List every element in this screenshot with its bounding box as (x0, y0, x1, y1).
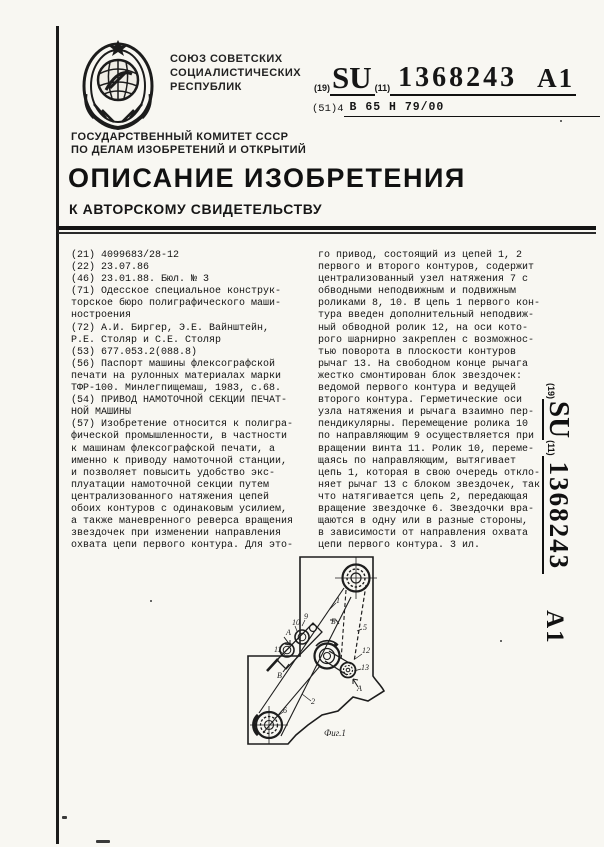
vertical-publication-number (542, 383, 598, 713)
text-line: ГОСУДАРСТВЕННЫЙ КОМИТЕТ СССР (71, 131, 289, 143)
text-line: звездочек при изменении направления (71, 528, 282, 540)
scan-speck (560, 120, 562, 122)
bibliography-and-abstract-left-column (71, 250, 307, 552)
figure-label: 12 (362, 646, 370, 655)
text-line: ПО ДЕЛАМ ИЗОБРЕТЕНИЙ И ОТКРЫТИЙ (71, 144, 307, 156)
text-line: централизованного натяжения цепей (71, 491, 270, 503)
kind-code: A1 (537, 63, 575, 93)
figure-label: А (357, 684, 362, 693)
kind-code: A1 (541, 610, 568, 645)
figure-label: А (286, 628, 291, 637)
text-line: тура введен дополнительный неподвиж- (318, 310, 535, 322)
text-line: ТФР-100. Минлегпищемаш, 1983, с.68. (71, 383, 282, 395)
text-line: РЕСПУБЛИК (170, 81, 242, 93)
text-line: печати на рулонных материалах марки (71, 370, 282, 382)
document-title: ОПИСАНИЕ ИЗОБРЕТЕНИЯ (68, 163, 466, 193)
figure-label: 1 (336, 596, 340, 605)
text-line: ведомой первого контура и ведущей (318, 383, 517, 395)
text-line: щаясь по направляющим, вытягивает (318, 455, 517, 467)
figure-label: 6 (283, 706, 287, 715)
code-11-label: (11) (374, 83, 391, 93)
text-line: (57) Изобретение относится к полигра- (71, 419, 294, 431)
text-line: тью поворота в плоскости контуров (318, 346, 517, 358)
text-line: (72) А.И. Биргер, Э.Е. Вайнштейн, (71, 322, 270, 334)
country-name-block (170, 52, 301, 94)
text-line: обводными неподвижным и подвижным (318, 286, 517, 298)
committee-block (71, 131, 306, 157)
ipc-label: (51)4 (312, 103, 344, 115)
figure-caption: Фиг.1 (324, 728, 346, 738)
text-line: а также маневренного реверса вращения (71, 516, 294, 528)
text-line: (46) 23.01.88. Бюл. № 3 (71, 274, 210, 286)
ipc-classification-row (312, 101, 600, 117)
scan-left-border (56, 26, 59, 844)
text-line: узла натяжения и рычага взаимно пер- (318, 407, 535, 419)
lever-sprocket (341, 663, 356, 678)
doc-number: 1368243 (398, 62, 518, 93)
text-line: роликами 8, 10. В цепь 1 первого кон- (318, 298, 541, 310)
text-line: и позволяет повысить удобство экс- (71, 467, 276, 479)
scan-speck (96, 840, 110, 843)
figure-label: 9 (304, 612, 308, 621)
figure-label: В (277, 671, 282, 680)
figure-label: 10 (292, 618, 300, 627)
text-line: (54) ПРИВОД НАМОТОЧНОЙ СЕКЦИИ ПЕЧАТ- (71, 395, 288, 407)
text-line: второго контура. Герметические оси (318, 395, 523, 407)
publication-number-row (314, 58, 600, 96)
text-line: СОЮЗ СОВЕТСКИХ (170, 53, 283, 65)
figure-label: 5 (363, 623, 367, 632)
text-line: именно к приводу намоточной станции, (71, 455, 288, 467)
ussr-coat-of-arms (72, 34, 164, 143)
scan-speck (500, 640, 502, 642)
code-19-label: (19) (546, 383, 556, 400)
text-line: плуатации намоточной секции путем (71, 479, 270, 491)
doc-number-underline (390, 64, 576, 96)
text-line: что натягивается цепь 2, передающая (318, 491, 529, 503)
figure-1-drawing (238, 550, 448, 758)
text-line: (21) 4099683/28-12 (71, 250, 180, 261)
abstract-right-column (318, 250, 554, 552)
text-line: рого шарнирно закреплен с возможнос- (318, 334, 535, 346)
text-line: в зависимости от направления охвата (318, 528, 529, 540)
text-line: фической промышленности, в частности (71, 431, 288, 443)
text-line: централизованный узел натяжения 7 с (318, 274, 529, 286)
text-line: вращение звездочке 6. Звездочки вра- (318, 503, 535, 515)
header-rule-thick (58, 226, 596, 230)
text-line: НОЙ МАШИНЫ (71, 407, 132, 419)
text-line: рычаг 13. На свободном конце рычага (318, 358, 529, 370)
text-line: СОЦИАЛИСТИЧЕСКИХ (170, 67, 302, 79)
text-line: цепи первого контура. 3 ил. (318, 540, 481, 552)
text-line: пендикулярны. Перемещение ролика 10 (318, 419, 529, 431)
scan-speck (62, 816, 67, 819)
code-11-label: (11) (546, 440, 556, 456)
header-rule-thin (58, 232, 596, 234)
figure-label: 2 (311, 697, 315, 706)
text-line: торское бюро полиграфического маши- (71, 298, 282, 310)
text-line: обоих контуров с одинаковым усилием, (71, 503, 288, 515)
country-code: SU (543, 401, 575, 439)
code-19-label: (19) (314, 83, 331, 93)
figure-label: Б (331, 617, 336, 626)
doc-number: 1368243 (542, 456, 572, 575)
text-line: первого и второго контуров, содержит (318, 262, 535, 274)
text-line: щаются в одну или в разные стороны, (318, 516, 529, 528)
text-line: по направляющим 9 осуществляется при (318, 431, 535, 443)
country-code: SU (330, 63, 375, 96)
text-line: (22) 23.07.86 (71, 262, 150, 274)
document-subtitle: К АВТОРСКОМУ СВИДЕТЕЛЬСТВУ (69, 201, 323, 217)
text-line: к машинам флексографской печати, а (71, 443, 276, 455)
text-line: го привод, состоящий из цепей 1, 2 (318, 250, 523, 261)
text-line: жестко смонтирован блок звездочек: (318, 370, 523, 382)
text-line: няет рычаг 13 с блоком звездочек, так (318, 479, 541, 491)
text-line: охвата цепи первого контура. Для это- (71, 540, 294, 552)
text-line: цепь 1, которая в свою очередь откло- (318, 467, 541, 479)
figure-label: 13 (361, 663, 369, 672)
ipc-value: B 65 H 79/00 (344, 101, 600, 117)
text-line: (56) Паспорт машины флексографской (71, 358, 276, 370)
figure-label: 11 (274, 645, 282, 654)
text-line: Р.Е. Столяр и С.Е. Столяр (71, 334, 222, 346)
text-line: ностроения (71, 310, 132, 322)
text-line: вращении винта 11. Ролик 10, переме- (318, 443, 535, 455)
text-line: (53) 677.053.2(088.8) (71, 346, 198, 358)
text-line: ный обводной ролик 12, на оси кото- (318, 322, 529, 334)
text-line: (71) Одесское специальное конструк- (71, 286, 282, 298)
scan-speck (150, 600, 152, 602)
